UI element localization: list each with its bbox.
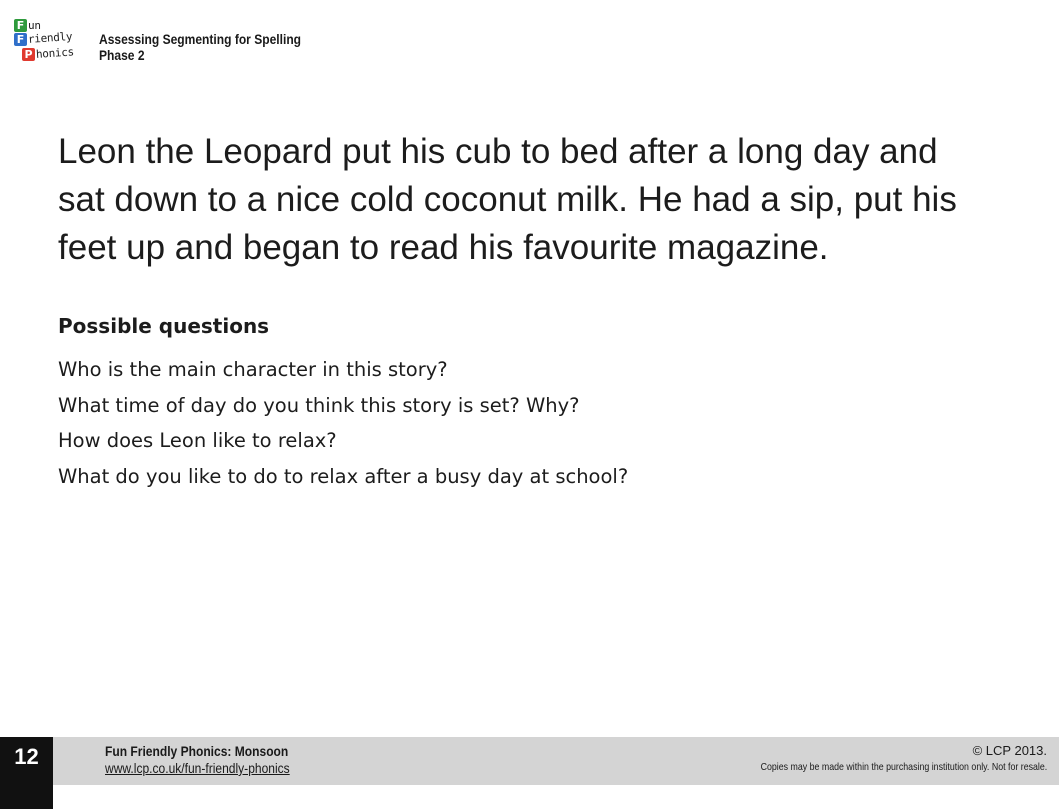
story-paragraph bbox=[58, 128, 1048, 272]
logo-letter-box: P bbox=[22, 48, 35, 61]
document-title: Assessing Segmenting for Spelling bbox=[99, 31, 302, 47]
logo-row-fun bbox=[14, 18, 41, 32]
footer-brand: Fun Friendly Phonics: Monsoon bbox=[105, 743, 289, 759]
document-subtitle: Phase 2 bbox=[99, 47, 145, 63]
fun-friendly-phonics-logo bbox=[12, 18, 94, 64]
footer-left bbox=[105, 743, 290, 777]
question-item: What time of day do you think this story is set? Why? bbox=[58, 393, 580, 417]
footer-notice: Copies may be made within the purchasing institution only. Not for resale. bbox=[760, 761, 1047, 773]
footer-right bbox=[706, 743, 1047, 775]
question-item: How does Leon like to relax? bbox=[58, 429, 337, 452]
footer-copyright: © LCP 2013. bbox=[972, 743, 1047, 758]
logo-letter-box: F bbox=[14, 19, 27, 32]
logo-row-phonics bbox=[22, 44, 75, 61]
logo-letter-rest: honics bbox=[35, 44, 75, 61]
footer-url-link[interactable]: www.lcp.co.uk/fun-friendly-phonics bbox=[105, 760, 290, 776]
logo-letter-rest: riendly bbox=[27, 29, 73, 46]
story-line: sat down to a nice cold coconut milk. He had a sip, put his bbox=[58, 180, 957, 219]
logo-row-friendly bbox=[14, 29, 73, 46]
story-line: feet up and began to read his favourite magazine. bbox=[58, 228, 829, 267]
footer-bar bbox=[53, 737, 1059, 785]
logo-letter-box: F bbox=[14, 33, 27, 46]
question-item: What do you like to do to relax after a busy day at school? bbox=[58, 464, 629, 488]
logo-letter-rest: un bbox=[28, 18, 41, 32]
story-line: Leon the Leopard put his cub to bed after a long day and bbox=[58, 132, 938, 171]
questions-list bbox=[58, 352, 628, 494]
question-item: Who is the main character in this story? bbox=[58, 358, 448, 381]
header-heading bbox=[99, 31, 301, 63]
page-number: 12 bbox=[0, 737, 53, 809]
questions-heading: Possible questions bbox=[58, 314, 270, 338]
